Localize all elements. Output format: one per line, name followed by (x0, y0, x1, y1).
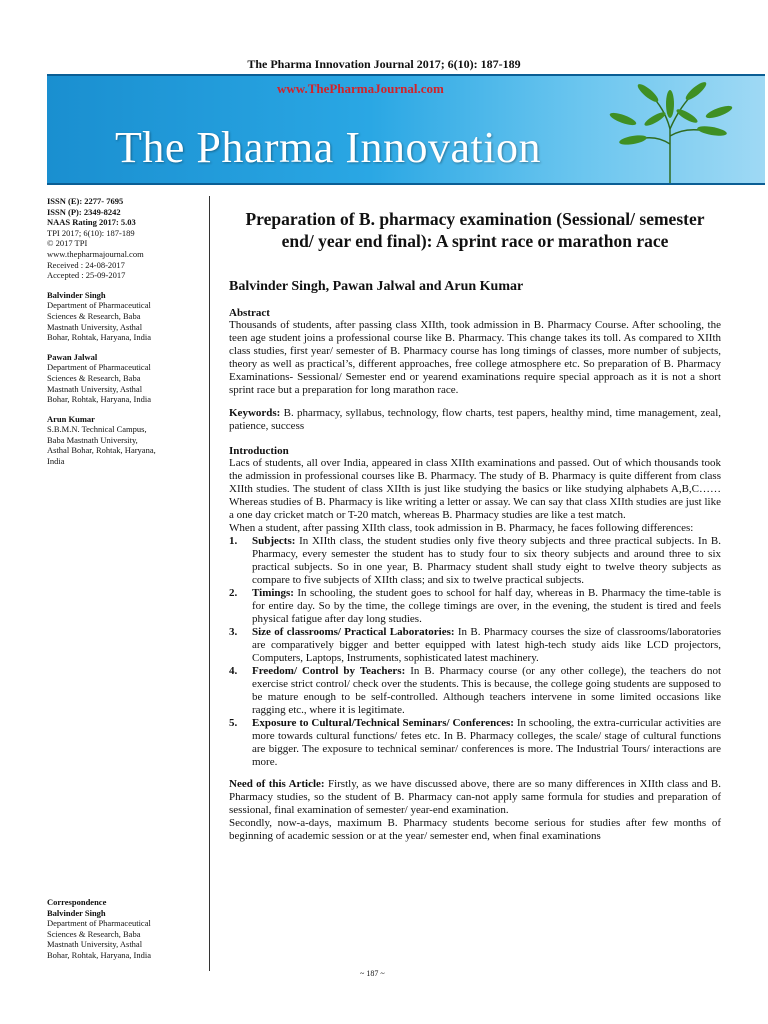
abstract-text: Thousands of students, after passing class XIIth, took admission in B. Pharmacy Course. After schooling, the teen age student joins a professional course like B. Pharmacy. This change takes its toll. As compared to XIIth class studies, first year/ semester of B. Pharmacy course has long timings of classes, more number of subjects, theory as well as practical’s, different approaches, free college atmosphere etc. So preparation of B. Pharmacy Examinations- Sessional/ Semester end or yearend examinations require special approach as it is not a short sprint race but a preparation for long marathon race. (229, 319, 721, 396)
affiliation-line: Mastnath University, Asthal (47, 321, 143, 332)
keywords-label: Keywords: (229, 407, 281, 419)
keywords (229, 407, 721, 433)
affiliation-line: Department of Pharmaceutical (47, 300, 151, 311)
need-text: Firstly, as we have discussed above, there are so many differences in XIIth class and B. Pharmacy studies, so the student of B. Pharmacy can-not apply same formula for studies and preparation of sessional, final examination of semester/ year-end examination. (229, 778, 722, 816)
journal-banner-title: The Pharma Innovation (115, 123, 541, 172)
affiliation-line: Bohar, Rohtak, Haryana, India (47, 332, 151, 343)
article-sidebar (47, 196, 210, 971)
affiliation-block (47, 352, 209, 405)
journal-website-link[interactable]: www.thepharmajournal.com (47, 248, 144, 259)
list-number: 3. (229, 626, 238, 638)
article-title: Preparation of B. pharmacy examination (Sessional/ semester end/ year end final): A sprint race or marathon race (245, 209, 705, 251)
list-item (229, 626, 721, 665)
list-item-text: In B. Pharmacy course (or any other college), the teachers do not exercise strict control/ check over the students. This is because, the college going students are supposed to be mature enough to be self-controlled. Although teachers intervene in some limited occasions like ragging etc., where it is legitimate. (252, 665, 722, 716)
list-item (229, 717, 721, 769)
keywords-text: B. pharmacy, syllabus, technology, flow charts, test papers, healthy mind, time management, zeal, patience, success (229, 407, 721, 432)
list-item-head: Exposure to Cultural/Technical Seminars/ Conferences: (252, 717, 514, 729)
differences-list (229, 535, 721, 769)
correspondence-line: Bohar, Rohtak, Haryana, India (47, 949, 151, 960)
affiliation-line: Sciences & Research, Baba (47, 310, 141, 321)
issn-p: ISSN (P): 2349-8242 (47, 206, 121, 217)
correspondence-block (47, 897, 151, 961)
need-paragraph (229, 778, 721, 817)
list-number: 4. (229, 665, 238, 677)
article-body (229, 196, 721, 843)
affiliation-line: Asthal Bohar, Rohtak, Haryana, (47, 445, 156, 456)
need-paragraph-2: Secondly, now-a-days, maximum B. Pharmacy students become serious for studies after few months of beginning of academic session or at the year/ semester end, when final examinations (229, 817, 721, 842)
introduction-heading: Introduction (229, 445, 289, 457)
journal-banner (47, 74, 765, 185)
received-date: Received : 24-08-2017 (47, 259, 125, 270)
correspondence-label: Correspondence (47, 897, 107, 907)
journal-url-link[interactable]: www.ThePharmaJournal.com (277, 81, 444, 96)
affiliation-line: Bohar, Rohtak, Haryana, India (47, 394, 151, 405)
list-item-head: Timings: (252, 587, 294, 599)
list-item-head: Size of classrooms/ Practical Laboratories: (252, 626, 455, 638)
affiliation-line: S.B.M.N. Technical Campus, (47, 424, 147, 435)
list-item-text: In B. Pharmacy courses the size of classrooms/laboratories are comparatively bigger and better equipped with latest high-tech study aids like LCD projectors, Computers, Laptops, Instruments, sophisticated latest machinery. (252, 626, 721, 664)
list-item-text: In schooling, the extra-curricular activities are more towards cultural functions/ fetes etc. In B. Pharmacy colleges, the scale/ stage of cultural functions are bigger. The exposure to technical seminar/ conferences is more. The Industrial Tours/ interactions are more. (252, 717, 721, 768)
affiliation-line: India (47, 456, 65, 467)
issn-e: ISSN (E): 2277- 7695 (47, 196, 124, 206)
intro-paragraph: When a student, after passing XIIth class, took admission in B. Pharmacy, he faces following differences: (229, 522, 694, 534)
correspondence-line: Department of Pharmaceutical (47, 918, 151, 929)
correspondence-line: Sciences & Research, Baba (47, 928, 141, 939)
plant-logo-icon (595, 74, 745, 185)
list-number: 5. (229, 717, 238, 729)
tpi-citation: TPI 2017; 6(10): 187-189 (47, 227, 135, 238)
journal-citation-line: The Pharma Innovation Journal 2017; 6(10): 187-189 (247, 57, 521, 71)
affiliation-line: Department of Pharmaceutical (47, 362, 151, 373)
accepted-date: Accepted : 25-09-2017 (47, 270, 126, 281)
article-authors: Balvinder Singh, Pawan Jalwal and Arun Kumar (229, 279, 524, 294)
affiliation-block (47, 414, 209, 467)
list-item-text: In schooling, the student goes to school for half day, whereas in B. Pharmacy the time-table is for entire day. So by the time, the college timings are over, in the evening, the student is tired and feels physical fatigue after day long studies. (252, 587, 721, 625)
list-number: 1. (229, 535, 238, 547)
list-number: 2. (229, 587, 238, 599)
list-item (229, 535, 721, 587)
intro-paragraph: Lacs of students, all over India, appeared in class XIIth examinations and passed. Out of which thousands took the admission in professional courses like B. Pharmacy. The study of B. Pharmacy is quite different from class XIIth studies. The student of class XIIth is just like studying the basics or like studying alphabets A,B,C……Whereas studies of B. Pharmacy is like writing a letter or assay. We can say that class XIIth studies are just like a one day cricket match or T-20 match, whereas B. Pharmacy studies are like a test match. (229, 457, 721, 521)
abstract-heading: Abstract (229, 307, 270, 319)
affiliation-block (47, 290, 209, 343)
copyright: © 2017 TPI (47, 238, 88, 249)
correspondence-name: Balvinder Singh (47, 907, 106, 918)
affiliation-author-name: Arun Kumar (47, 413, 95, 424)
affiliation-line: Baba Mastnath University, (47, 434, 138, 445)
list-item (229, 587, 721, 626)
affiliation-author-name: Pawan Jalwal (47, 351, 98, 362)
banner-bottom-rule (47, 183, 765, 185)
list-item-head: Subjects: (252, 535, 296, 547)
correspondence-line: Mastnath University, Asthal (47, 939, 143, 950)
need-label: Need of this Article: (229, 778, 325, 790)
affiliation-author-name: Balvinder Singh (47, 289, 106, 300)
affiliation-line: Sciences & Research, Baba (47, 372, 141, 383)
list-item-head: Freedom/ Control by Teachers: (252, 665, 406, 677)
page-number: ~ 187 ~ (360, 969, 385, 978)
list-item-text: In XIIth class, the student studies only five theory subjects and three practical subjects. In B. Pharmacy, every semester the student has to study four to six theory subjects and around three to six practical subjects. So in one year, B. Pharmacy student shall study eight to twelve theory subjects as compare to five subjects of XIIth class; and six to twelve practical subjects. (252, 535, 721, 586)
list-item (229, 665, 721, 717)
naas-rating: NAAS Rating 2017: 5.03 (47, 217, 136, 228)
affiliation-line: Mastnath University, Asthal (47, 383, 143, 394)
